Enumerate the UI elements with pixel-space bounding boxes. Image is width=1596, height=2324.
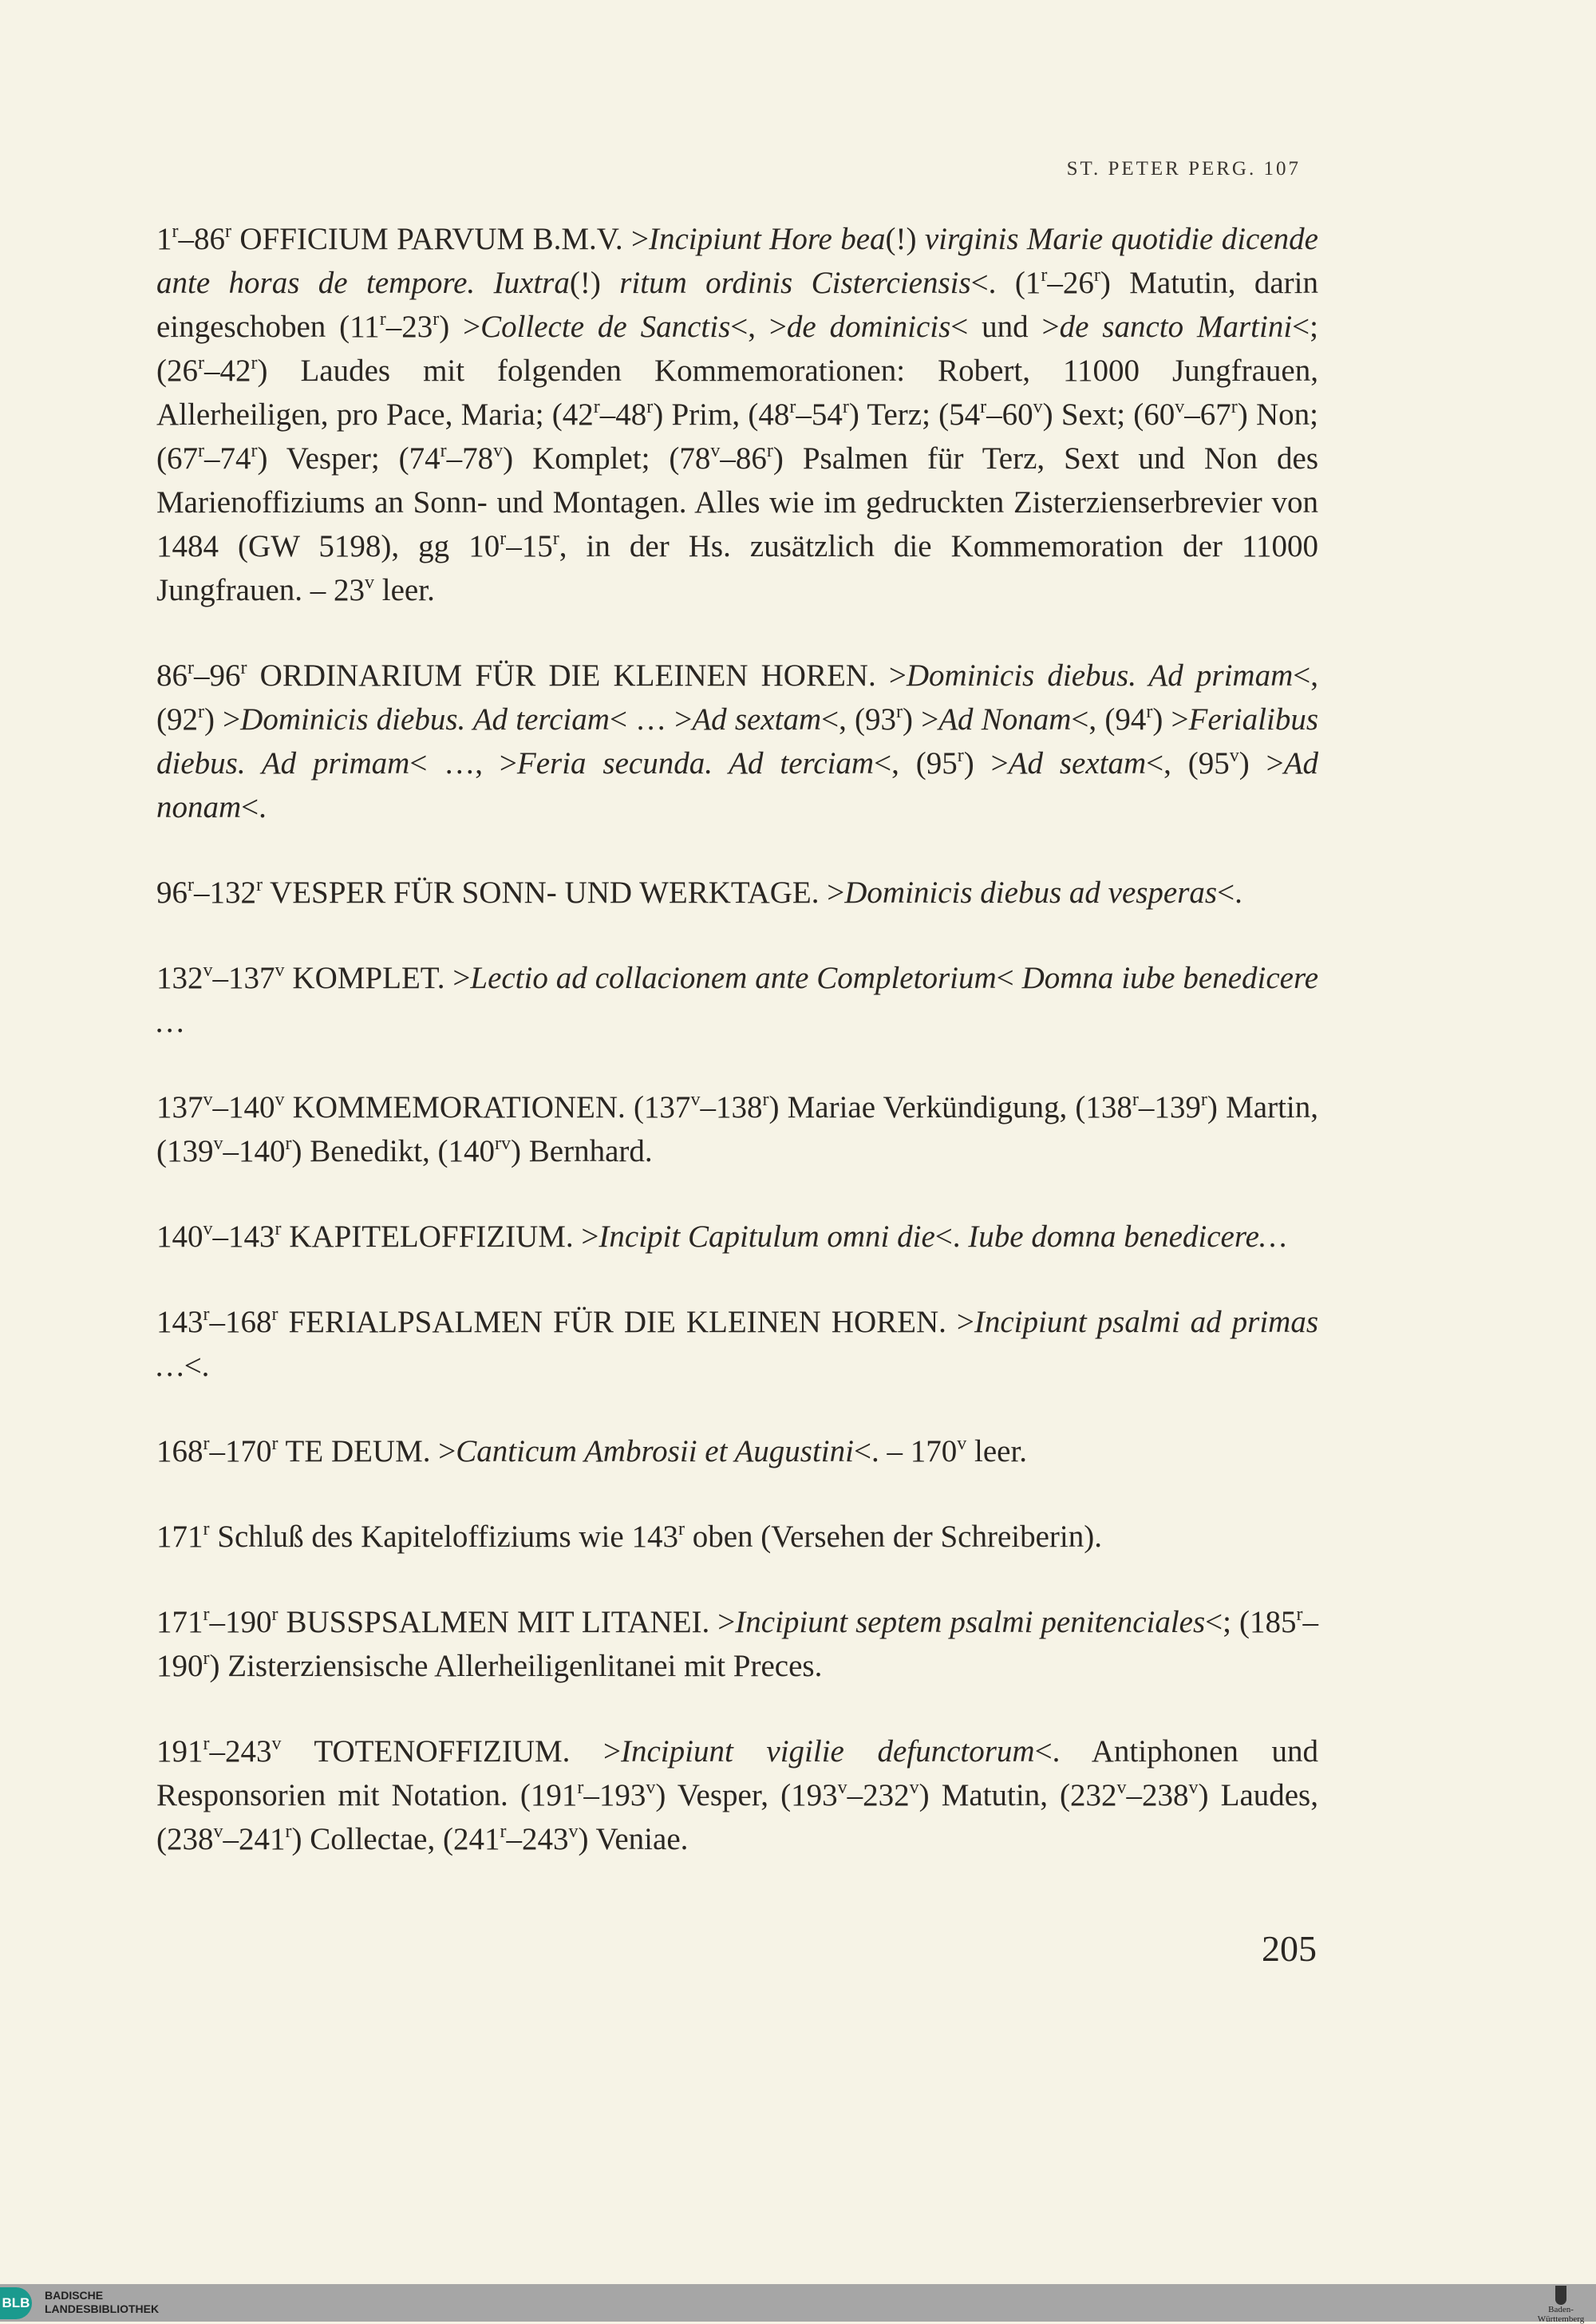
entry-latin-incipit: Ferialibus diebus. Ad primam bbox=[156, 702, 1318, 781]
entry-text: ) Bernhard. bbox=[511, 1134, 653, 1168]
entry-text: <; (185 bbox=[1205, 1605, 1297, 1639]
entry-text: –170 bbox=[209, 1434, 272, 1468]
entry-text: KOMMEMORATIONEN. (137 bbox=[284, 1090, 691, 1124]
folio-side-marker: r bbox=[271, 1433, 279, 1454]
entry-latin-incipit: Incipiunt Hore bea bbox=[649, 222, 886, 256]
entry-text: –54 bbox=[796, 397, 843, 432]
entry-text: (!) bbox=[569, 266, 620, 300]
entry-text: ) > bbox=[439, 310, 481, 344]
entry-text: <. – 170 bbox=[853, 1434, 958, 1468]
entry-latin-incipit: Canticum Ambrosii et Augustini bbox=[456, 1434, 854, 1468]
entry-text: –42 bbox=[204, 354, 251, 388]
folio-side-marker: r bbox=[225, 221, 231, 242]
entry-text: –26 bbox=[1047, 266, 1094, 300]
contents-entry bbox=[156, 1215, 1318, 1259]
folio-side-marker: r bbox=[678, 1519, 685, 1539]
entry-text: leer. bbox=[966, 1434, 1028, 1468]
entry-text: –190 bbox=[209, 1605, 272, 1639]
entry-latin-incipit: Ad Nonam bbox=[938, 702, 1072, 737]
folio-side-marker: r bbox=[172, 221, 179, 242]
entry-latin-incipit: Ad sextam bbox=[692, 702, 822, 737]
entry-text: –238 bbox=[1126, 1778, 1189, 1812]
entry-text: < bbox=[996, 961, 1022, 995]
entry-text: –86 bbox=[178, 222, 225, 256]
folio-side-marker: v bbox=[365, 572, 375, 593]
entry-text: –140 bbox=[212, 1090, 275, 1124]
contents-entry bbox=[156, 217, 1318, 612]
folio-side-marker: r bbox=[552, 528, 559, 549]
entry-text: <; (26 bbox=[156, 310, 1318, 388]
entry-text: leer. bbox=[374, 573, 435, 607]
entry-text: 171 bbox=[156, 1520, 203, 1554]
entry-latin-incipit: de sancto Martini bbox=[1059, 310, 1293, 344]
folio-side-marker: r bbox=[203, 1604, 210, 1625]
coat-of-arms-icon bbox=[1555, 2286, 1566, 2305]
folio-side-marker: r bbox=[440, 441, 447, 461]
contents-entry bbox=[156, 1429, 1318, 1473]
entry-text: TOTENOFFIZIUM. > bbox=[281, 1734, 621, 1769]
folio-side-marker: r bbox=[203, 1519, 210, 1539]
entry-text: <, > bbox=[730, 310, 787, 344]
folio-side-marker: r bbox=[251, 441, 258, 461]
folio-side-marker: r bbox=[379, 309, 386, 330]
entry-text: –60 bbox=[986, 397, 1033, 432]
contents-entry bbox=[156, 654, 1318, 829]
entry-text: –243 bbox=[209, 1734, 272, 1769]
entry-latin-incipit: Incipiunt vigilie defunctorum bbox=[621, 1734, 1035, 1769]
entry-text: ) Komplet; (78 bbox=[503, 441, 711, 476]
folio-side-marker: v bbox=[1116, 1777, 1127, 1798]
contents-entry bbox=[156, 1085, 1318, 1173]
entry-text: ) Prim, (48 bbox=[653, 397, 790, 432]
entry-text: (!) bbox=[885, 222, 925, 256]
folio-side-marker: r bbox=[256, 875, 263, 895]
contents-entry bbox=[156, 871, 1318, 915]
entry-text: –23 bbox=[385, 310, 433, 344]
entry-text: –138 bbox=[700, 1090, 763, 1124]
entry-text: ) Vesper, (193 bbox=[655, 1778, 838, 1812]
entry-text: ) Non; (67 bbox=[156, 397, 1319, 476]
entry-text: –132 bbox=[194, 875, 256, 910]
entry-text: 132 bbox=[156, 961, 203, 995]
folio-side-marker: r bbox=[271, 1604, 279, 1625]
folio-side-marker: r bbox=[1132, 1089, 1139, 1110]
folio-side-marker: r bbox=[203, 1304, 210, 1325]
folio-side-marker: v bbox=[271, 1733, 282, 1754]
entry-text: ) Matutin, (232 bbox=[918, 1778, 1117, 1812]
entry-text: –48 bbox=[599, 397, 647, 432]
entry-text: <, (95 bbox=[874, 746, 958, 781]
folio-side-marker: v bbox=[213, 1821, 223, 1842]
entry-text: –140 bbox=[223, 1134, 286, 1168]
entry-text: BUSSPSALMEN MIT LITANEI. > bbox=[278, 1605, 736, 1639]
contents-entry bbox=[156, 1300, 1318, 1388]
entry-text: <, (95 bbox=[1146, 746, 1230, 781]
folio-side-marker: v bbox=[203, 960, 213, 981]
entry-text: ) > bbox=[963, 746, 1009, 781]
library-name-line2: LANDESBIBLIOTHEK bbox=[45, 2302, 160, 2315]
folio-side-marker: r bbox=[500, 1821, 507, 1842]
entry-text: –96 bbox=[194, 658, 241, 693]
folio-side-marker: r bbox=[188, 875, 194, 895]
entry-text: ) > bbox=[1152, 702, 1189, 737]
library-name-line1: BADISCHE bbox=[45, 2289, 104, 2302]
entry-text: <. bbox=[934, 1219, 969, 1254]
entry-latin-incipit: de dominicis bbox=[786, 310, 951, 344]
entry-text: 191 bbox=[156, 1734, 203, 1769]
entry-latin-incipit: Ad nonam bbox=[156, 746, 1319, 824]
entry-text: ) Terz; (54 bbox=[848, 397, 981, 432]
folio-side-marker: r bbox=[593, 397, 600, 417]
folio-side-marker: r bbox=[500, 528, 507, 549]
entry-text: ) Zisterziensische Allerheiligenlitanei mit Preces. bbox=[209, 1649, 823, 1683]
entry-text: –241 bbox=[223, 1822, 286, 1856]
entry-text: ) Vesper; (74 bbox=[257, 441, 440, 476]
running-head: ST. PETER PERG. 107 bbox=[1066, 158, 1301, 180]
folio-side-marker: r bbox=[285, 1821, 292, 1842]
folio-side-marker: r bbox=[1146, 702, 1153, 722]
entry-text: oben (Versehen der Schreiberin). bbox=[684, 1520, 1102, 1554]
entry-text: ) Collectae, (241 bbox=[291, 1822, 500, 1856]
entry-text: ) > bbox=[903, 702, 939, 737]
entry-text: ORDINARIUM FÜR DIE KLEINEN HOREN. > bbox=[247, 658, 907, 693]
entry-text: TE DEUM. > bbox=[278, 1434, 456, 1468]
footer-bar bbox=[0, 2284, 1596, 2322]
folio-side-marker: r bbox=[577, 1777, 584, 1798]
folio-side-marker: r bbox=[271, 1304, 279, 1325]
entry-text: ) Sext; (60 bbox=[1042, 397, 1175, 432]
entry-latin-incipit: Ad sextam bbox=[1008, 746, 1147, 781]
folio-side-marker: v bbox=[275, 960, 285, 981]
folio-side-marker: v bbox=[213, 1133, 223, 1154]
folio-side-marker: r bbox=[1296, 1604, 1303, 1625]
folio-side-marker: v bbox=[646, 1777, 656, 1798]
contents-entry bbox=[156, 956, 1318, 1044]
folio-side-marker: v bbox=[710, 441, 721, 461]
folio-side-marker: r bbox=[240, 658, 247, 678]
entry-text: <. bbox=[241, 790, 267, 824]
entry-latin-incipit: Dominicis diebus. Ad terciam bbox=[240, 702, 610, 737]
folio-side-marker: v bbox=[568, 1821, 579, 1842]
manuscript-contents bbox=[156, 217, 1318, 1903]
entry-text: ) Martin, (139 bbox=[156, 1090, 1318, 1168]
contents-entry bbox=[156, 1729, 1318, 1861]
folio-side-marker: r bbox=[198, 353, 204, 374]
entry-text: , in der Hs. zusätzlich die Kommemoration der 11000 Jungfrauen. – 23 bbox=[156, 529, 1318, 607]
entry-text: ) Laudes mit folgenden Kommemorationen: Robert, 11000 Jungfrauen, Allerheiligen, pro Pace, Maria; (42 bbox=[156, 354, 1318, 432]
folio-side-marker: r bbox=[251, 353, 258, 374]
folio-side-marker: v bbox=[1033, 397, 1043, 417]
baden-wuerttemberg-logo[interactable] bbox=[1531, 2286, 1591, 2324]
folio-side-marker: v bbox=[909, 1777, 919, 1798]
folio-side-marker: r bbox=[766, 441, 773, 461]
folio-side-marker: r bbox=[198, 702, 204, 722]
folio-side-marker: r bbox=[1093, 265, 1100, 286]
entry-text: < … > bbox=[609, 702, 693, 737]
folio-side-marker: v bbox=[493, 441, 504, 461]
folio-side-marker: r bbox=[198, 441, 204, 461]
folio-side-marker: v bbox=[837, 1777, 847, 1798]
entry-text: –137 bbox=[212, 961, 275, 995]
entry-text: ) Matutin, darin eingeschoben (11 bbox=[156, 266, 1318, 344]
entry-text: –15 bbox=[506, 529, 553, 563]
page-number: 205 bbox=[1262, 1928, 1317, 1969]
entry-text: ) Mariae Verkündigung, (138 bbox=[768, 1090, 1132, 1124]
blb-logo-icon[interactable]: BLB bbox=[0, 2287, 32, 2319]
entry-latin-incipit: Domna iube benedicere … bbox=[156, 961, 1319, 1039]
folio-side-marker: r bbox=[1231, 397, 1238, 417]
folio-side-marker: r bbox=[842, 397, 849, 417]
entry-text: 171 bbox=[156, 1605, 203, 1639]
entry-text: –78 bbox=[446, 441, 494, 476]
folio-side-marker: r bbox=[285, 1133, 292, 1154]
entry-text: VESPER FÜR SONN- UND WERKTAGE. > bbox=[263, 875, 845, 910]
entry-latin-incipit: Dominicis diebus. Ad primam bbox=[906, 658, 1294, 693]
entry-text: 86 bbox=[156, 658, 188, 693]
entry-latin-incipit: virginis Marie quotidie dicende ante horas de tempore. Iuxtra bbox=[156, 222, 1318, 300]
entry-text: < …, > bbox=[409, 746, 517, 781]
entry-text: <, (93 bbox=[821, 702, 897, 737]
folio-side-marker: r bbox=[203, 1648, 210, 1669]
contents-entry bbox=[156, 1600, 1318, 1688]
entry-text: 143 bbox=[156, 1305, 203, 1339]
entry-text: <. bbox=[1217, 875, 1242, 910]
entry-latin-incipit: Iube domna benedicere… bbox=[968, 1219, 1287, 1254]
folio-side-marker: r bbox=[275, 1219, 282, 1239]
entry-text: <. bbox=[184, 1349, 210, 1383]
folio-side-marker: r bbox=[646, 397, 654, 417]
folio-side-marker: v bbox=[1175, 397, 1185, 417]
entry-text: –232 bbox=[847, 1778, 910, 1812]
entry-text: 1 bbox=[156, 222, 172, 256]
folio-side-marker: v bbox=[957, 1433, 967, 1454]
entry-text: 140 bbox=[156, 1219, 203, 1254]
entry-text: OFFICIUM PARVUM B.M.V. > bbox=[231, 222, 649, 256]
folio-side-marker: r bbox=[203, 1433, 210, 1454]
folio-side-marker: r bbox=[980, 397, 987, 417]
entry-text: ) > bbox=[1238, 746, 1284, 781]
entry-text: ) Veniae. bbox=[578, 1822, 689, 1856]
entry-text: ) Laudes, (238 bbox=[156, 1778, 1318, 1856]
entry-text: ) Psalmen für Terz, Sext und Non des Marienoffiziums an Sonn- und Montagen. Alles wie im gedruckten Zisterzienserbrevier von 1484 (GW 5198), gg 10 bbox=[156, 441, 1318, 563]
contents-entry bbox=[156, 1515, 1318, 1559]
folio-side-marker: r bbox=[789, 397, 796, 417]
entry-text: FERIALPSALMEN FÜR DIE KLEINEN HOREN. > bbox=[278, 1305, 974, 1339]
entry-text: KAPITELOFFIZIUM. > bbox=[281, 1219, 599, 1254]
entry-text: < und > bbox=[950, 310, 1060, 344]
entry-latin-incipit: Incipiunt psalmi ad primas … bbox=[156, 1305, 1319, 1383]
folio-side-marker: v bbox=[1188, 1777, 1199, 1798]
folio-side-marker: r bbox=[896, 702, 903, 722]
entry-text: 168 bbox=[156, 1434, 203, 1468]
entry-text: –74 bbox=[204, 441, 251, 476]
folio-side-marker: r bbox=[188, 658, 194, 678]
folio-side-marker: r bbox=[203, 1733, 210, 1754]
entry-text: 137 bbox=[156, 1090, 203, 1124]
folio-side-marker: v bbox=[690, 1089, 701, 1110]
entry-text: <, (92 bbox=[156, 658, 1319, 737]
entry-text: ) > bbox=[204, 702, 241, 737]
entry-text: KOMPLET. > bbox=[284, 961, 471, 995]
entry-latin-incipit: ritum ordinis Cisterciensis bbox=[619, 266, 971, 300]
folio-side-marker: v bbox=[275, 1089, 285, 1110]
entry-text: –86 bbox=[720, 441, 767, 476]
entry-text: –190 bbox=[156, 1605, 1318, 1683]
entry-text: <. (1 bbox=[970, 266, 1041, 300]
entry-text: Schluß des Kapiteloffiziums wie 143 bbox=[209, 1520, 678, 1554]
entry-latin-incipit: Feria secunda. Ad terciam bbox=[516, 746, 875, 781]
entry-latin-incipit: Incipiunt septem psalmi penitenciales bbox=[735, 1605, 1206, 1639]
entry-text: <, (94 bbox=[1071, 702, 1147, 737]
entry-latin-incipit: Dominicis diebus ad vesperas bbox=[844, 875, 1218, 910]
folio-side-marker: r bbox=[1041, 265, 1048, 286]
folio-side-marker: rv bbox=[495, 1133, 512, 1154]
folio-side-marker: r bbox=[957, 745, 964, 766]
entry-text: –193 bbox=[583, 1778, 646, 1812]
entry-text: –143 bbox=[212, 1219, 275, 1254]
library-name[interactable] bbox=[45, 2289, 159, 2316]
folio-side-marker: v bbox=[1229, 745, 1239, 766]
folio-side-marker: r bbox=[1200, 1089, 1207, 1110]
entry-text: 96 bbox=[156, 875, 188, 910]
entry-latin-incipit: Incipit Capitulum omni die bbox=[598, 1219, 935, 1254]
entry-latin-incipit: Collecte de Sanctis bbox=[480, 310, 731, 344]
folio-side-marker: r bbox=[762, 1089, 769, 1110]
entry-text: –139 bbox=[1138, 1090, 1201, 1124]
entry-latin-incipit: Lectio ad collacionem ante Completorium bbox=[470, 961, 997, 995]
folio-side-marker: v bbox=[203, 1089, 213, 1110]
entry-text: –168 bbox=[209, 1305, 272, 1339]
entry-text: ) Benedikt, (140 bbox=[291, 1134, 496, 1168]
state-name: Baden-Württemberg bbox=[1537, 2305, 1585, 2324]
folio-side-marker: r bbox=[433, 309, 440, 330]
folio-side-marker: v bbox=[203, 1219, 213, 1239]
entry-text: –67 bbox=[1184, 397, 1231, 432]
entry-text: <. Antiphonen und Responsorien mit Notation. (191 bbox=[156, 1734, 1318, 1812]
entry-text: –243 bbox=[506, 1822, 569, 1856]
